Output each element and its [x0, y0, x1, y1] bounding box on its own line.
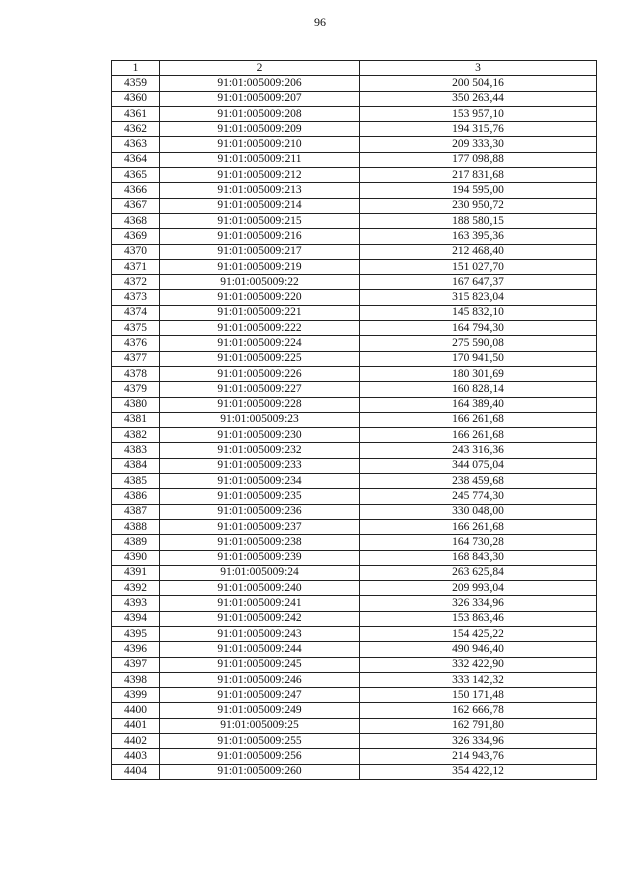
cadastral-number-cell: 91:01:005009:234 [160, 474, 360, 489]
value-cell: 243 316,36 [360, 443, 597, 458]
table-row [112, 535, 597, 550]
cadastral-number-cell: 91:01:005009:236 [160, 504, 360, 519]
table-row [112, 259, 597, 274]
value-cell: 166 261,68 [360, 519, 597, 534]
cadastral-number-cell: 91:01:005009:260 [160, 764, 360, 779]
row-number-cell: 4389 [112, 535, 160, 550]
cadastral-number-cell: 91:01:005009:246 [160, 672, 360, 687]
cadastral-number-cell: 91:01:005009:238 [160, 535, 360, 550]
cadastral-number-cell: 91:01:005009:226 [160, 366, 360, 381]
table-row [112, 474, 597, 489]
cadastral-number-cell: 91:01:005009:25 [160, 718, 360, 733]
table-row [112, 351, 597, 366]
value-cell: 164 794,30 [360, 321, 597, 336]
cadastral-number-cell: 91:01:005009:23 [160, 412, 360, 427]
column-header-3: 3 [360, 61, 597, 76]
table-row [112, 504, 597, 519]
value-cell: 162 666,78 [360, 703, 597, 718]
row-number-cell: 4364 [112, 152, 160, 167]
value-cell: 245 774,30 [360, 489, 597, 504]
row-number-cell: 4399 [112, 688, 160, 703]
cadastral-number-cell: 91:01:005009:243 [160, 626, 360, 641]
table-row [112, 764, 597, 779]
row-number-cell: 4366 [112, 183, 160, 198]
cadastral-number-cell: 91:01:005009:22 [160, 275, 360, 290]
cadastral-number-cell: 91:01:005009:222 [160, 321, 360, 336]
cadastral-number-cell: 91:01:005009:207 [160, 91, 360, 106]
row-number-cell: 4394 [112, 611, 160, 626]
table-row [112, 321, 597, 336]
table-row [112, 550, 597, 565]
value-cell: 333 142,32 [360, 672, 597, 687]
table-row [112, 229, 597, 244]
cadastral-number-cell: 91:01:005009:237 [160, 519, 360, 534]
row-number-cell: 4363 [112, 137, 160, 152]
value-cell: 154 425,22 [360, 626, 597, 641]
row-number-cell: 4373 [112, 290, 160, 305]
value-cell: 170 941,50 [360, 351, 597, 366]
table-row [112, 458, 597, 473]
cadastral-number-cell: 91:01:005009:220 [160, 290, 360, 305]
row-number-cell: 4398 [112, 672, 160, 687]
table-row [112, 596, 597, 611]
cadastral-number-cell: 91:01:005009:219 [160, 259, 360, 274]
table-row [112, 443, 597, 458]
row-number-cell: 4371 [112, 259, 160, 274]
row-number-cell: 4379 [112, 382, 160, 397]
cadastral-number-cell: 91:01:005009:256 [160, 749, 360, 764]
cadastral-number-cell: 91:01:005009:215 [160, 213, 360, 228]
value-cell: 177 098,88 [360, 152, 597, 167]
table-row [112, 91, 597, 106]
cadastral-number-cell: 91:01:005009:242 [160, 611, 360, 626]
row-number-cell: 4383 [112, 443, 160, 458]
page-number: 96 [314, 15, 326, 29]
table-row [112, 428, 597, 443]
value-cell: 162 791,80 [360, 718, 597, 733]
table-row [112, 611, 597, 626]
table-row [112, 672, 597, 687]
value-cell: 263 625,84 [360, 565, 597, 580]
value-cell: 200 504,16 [360, 76, 597, 91]
table-row [112, 412, 597, 427]
row-number-cell: 4400 [112, 703, 160, 718]
table-row [112, 122, 597, 137]
row-number-cell: 4376 [112, 336, 160, 351]
table-row [112, 275, 597, 290]
table-row [112, 168, 597, 183]
value-cell: 209 993,04 [360, 581, 597, 596]
row-number-cell: 4384 [112, 458, 160, 473]
row-number-cell: 4396 [112, 642, 160, 657]
value-cell: 151 027,70 [360, 259, 597, 274]
row-number-cell: 4388 [112, 519, 160, 534]
row-number-cell: 4401 [112, 718, 160, 733]
cadastral-number-cell: 91:01:005009:245 [160, 657, 360, 672]
value-cell: 344 075,04 [360, 458, 597, 473]
table-row [112, 397, 597, 412]
row-number-cell: 4382 [112, 428, 160, 443]
cadastral-number-cell: 91:01:005009:214 [160, 198, 360, 213]
row-number-cell: 4385 [112, 474, 160, 489]
cadastral-number-cell: 91:01:005009:210 [160, 137, 360, 152]
cadastral-number-cell: 91:01:005009:232 [160, 443, 360, 458]
value-cell: 164 389,40 [360, 397, 597, 412]
table-row [112, 152, 597, 167]
cadastral-number-cell: 91:01:005009:227 [160, 382, 360, 397]
row-number-cell: 4380 [112, 397, 160, 412]
row-number-cell: 4390 [112, 550, 160, 565]
cadastral-number-cell: 91:01:005009:217 [160, 244, 360, 259]
table-row [112, 213, 597, 228]
cadastral-number-cell: 91:01:005009:24 [160, 565, 360, 580]
value-cell: 332 422,90 [360, 657, 597, 672]
value-cell: 214 943,76 [360, 749, 597, 764]
column-header-2: 2 [160, 61, 360, 76]
table-row [112, 749, 597, 764]
row-number-cell: 4378 [112, 366, 160, 381]
row-number-cell: 4395 [112, 626, 160, 641]
value-cell: 164 730,28 [360, 535, 597, 550]
table-body [112, 76, 597, 780]
table-row [112, 718, 597, 733]
table-row [112, 642, 597, 657]
value-cell: 168 843,30 [360, 550, 597, 565]
table-row [112, 688, 597, 703]
column-header-1: 1 [112, 61, 160, 76]
value-cell: 150 171,48 [360, 688, 597, 703]
value-cell: 209 333,30 [360, 137, 597, 152]
row-number-cell: 4393 [112, 596, 160, 611]
cadastral-number-cell: 91:01:005009:233 [160, 458, 360, 473]
cadastral-number-cell: 91:01:005009:255 [160, 734, 360, 749]
row-number-cell: 4403 [112, 749, 160, 764]
value-cell: 160 828,14 [360, 382, 597, 397]
cadastral-number-cell: 91:01:005009:206 [160, 76, 360, 91]
cadastral-number-cell: 91:01:005009:249 [160, 703, 360, 718]
cadastral-number-cell: 91:01:005009:244 [160, 642, 360, 657]
value-cell: 145 832,10 [360, 305, 597, 320]
row-number-cell: 4367 [112, 198, 160, 213]
row-number-cell: 4370 [112, 244, 160, 259]
value-cell: 153 957,10 [360, 106, 597, 121]
row-number-cell: 4377 [112, 351, 160, 366]
table-row [112, 366, 597, 381]
table-row [112, 305, 597, 320]
row-number-cell: 4392 [112, 581, 160, 596]
value-cell: 167 647,37 [360, 275, 597, 290]
row-number-cell: 4404 [112, 764, 160, 779]
value-cell: 163 395,36 [360, 229, 597, 244]
cadastral-number-cell: 91:01:005009:212 [160, 168, 360, 183]
cadastral-number-cell: 91:01:005009:239 [160, 550, 360, 565]
data-table [111, 60, 597, 780]
table-row [112, 489, 597, 504]
value-cell: 490 946,40 [360, 642, 597, 657]
table-row [112, 581, 597, 596]
table-row [112, 565, 597, 580]
table-row [112, 76, 597, 91]
cadastral-number-cell: 91:01:005009:247 [160, 688, 360, 703]
table-row [112, 198, 597, 213]
cadastral-number-cell: 91:01:005009:216 [160, 229, 360, 244]
value-cell: 166 261,68 [360, 412, 597, 427]
row-number-cell: 4368 [112, 213, 160, 228]
row-number-cell: 4361 [112, 106, 160, 121]
row-number-cell: 4362 [112, 122, 160, 137]
row-number-cell: 4386 [112, 489, 160, 504]
cadastral-number-cell: 91:01:005009:224 [160, 336, 360, 351]
value-cell: 194 595,00 [360, 183, 597, 198]
value-cell: 275 590,08 [360, 336, 597, 351]
value-cell: 350 263,44 [360, 91, 597, 106]
cadastral-number-cell: 91:01:005009:235 [160, 489, 360, 504]
value-cell: 315 823,04 [360, 290, 597, 305]
cadastral-number-cell: 91:01:005009:211 [160, 152, 360, 167]
table-row [112, 382, 597, 397]
cadastral-number-cell: 91:01:005009:221 [160, 305, 360, 320]
table-header-row [112, 61, 597, 76]
value-cell: 330 048,00 [360, 504, 597, 519]
value-cell: 153 863,46 [360, 611, 597, 626]
value-cell: 180 301,69 [360, 366, 597, 381]
row-number-cell: 4381 [112, 412, 160, 427]
cadastral-number-cell: 91:01:005009:209 [160, 122, 360, 137]
value-cell: 354 422,12 [360, 764, 597, 779]
value-cell: 194 315,76 [360, 122, 597, 137]
row-number-cell: 4360 [112, 91, 160, 106]
value-cell: 238 459,68 [360, 474, 597, 489]
cadastral-number-cell: 91:01:005009:241 [160, 596, 360, 611]
row-number-cell: 4372 [112, 275, 160, 290]
cadastral-number-cell: 91:01:005009:230 [160, 428, 360, 443]
table-row [112, 519, 597, 534]
cadastral-number-cell: 91:01:005009:208 [160, 106, 360, 121]
table-row [112, 183, 597, 198]
value-cell: 326 334,96 [360, 596, 597, 611]
table-row [112, 336, 597, 351]
row-number-cell: 4365 [112, 168, 160, 183]
row-number-cell: 4397 [112, 657, 160, 672]
table-row [112, 626, 597, 641]
value-cell: 212 468,40 [360, 244, 597, 259]
table-row [112, 734, 597, 749]
table-row [112, 137, 597, 152]
cadastral-number-cell: 91:01:005009:240 [160, 581, 360, 596]
cadastral-number-cell: 91:01:005009:225 [160, 351, 360, 366]
value-cell: 217 831,68 [360, 168, 597, 183]
value-cell: 166 261,68 [360, 428, 597, 443]
row-number-cell: 4402 [112, 734, 160, 749]
value-cell: 188 580,15 [360, 213, 597, 228]
table-row [112, 106, 597, 121]
row-number-cell: 4391 [112, 565, 160, 580]
table-row [112, 290, 597, 305]
cadastral-number-cell: 91:01:005009:213 [160, 183, 360, 198]
table-row [112, 657, 597, 672]
row-number-cell: 4369 [112, 229, 160, 244]
value-cell: 326 334,96 [360, 734, 597, 749]
row-number-cell: 4375 [112, 321, 160, 336]
row-number-cell: 4359 [112, 76, 160, 91]
row-number-cell: 4374 [112, 305, 160, 320]
value-cell: 230 950,72 [360, 198, 597, 213]
row-number-cell: 4387 [112, 504, 160, 519]
cadastral-number-cell: 91:01:005009:228 [160, 397, 360, 412]
table-row [112, 244, 597, 259]
table-row [112, 703, 597, 718]
